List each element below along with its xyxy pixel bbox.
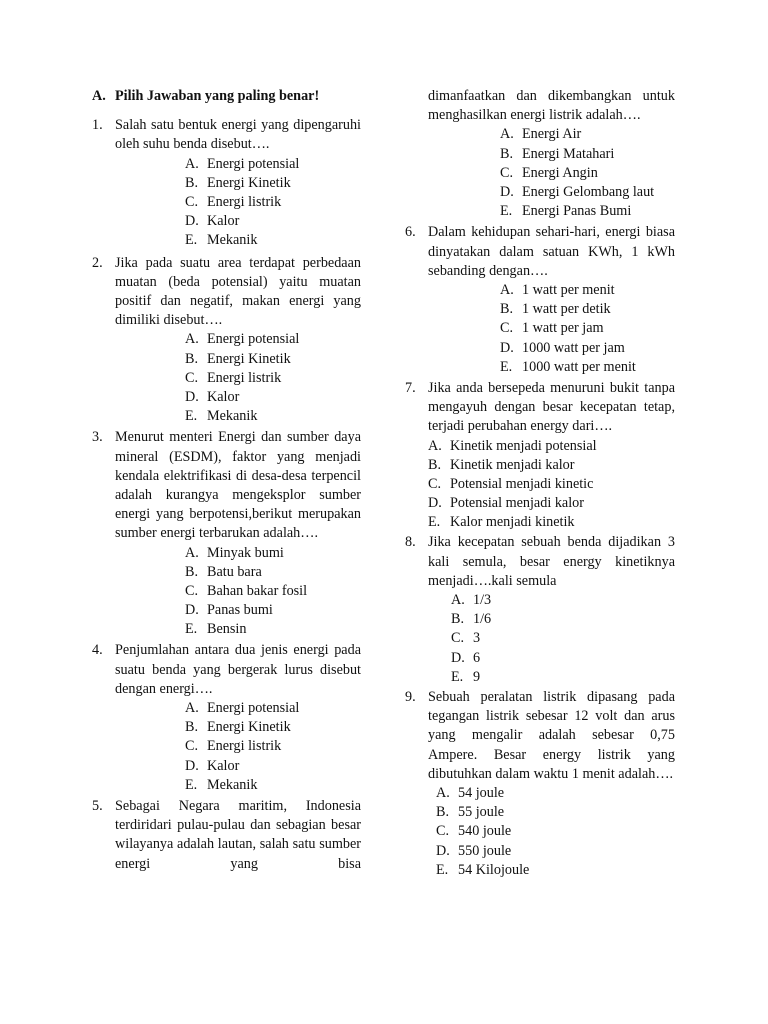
question-text: Jika pada suatu area terdapat perbedaan muatan (beda potensial) yaitu muatan positif dan negatif, makan energi yang dimiliki disebut…. [115, 254, 361, 329]
option-letter: D. [500, 183, 514, 200]
question-text: Sebagai Negara maritim, Indonesia terdiridari pulau-pulau dan sebagian besar wilayanya adalah lautan, salah satu sumber energi yang bisa [115, 798, 361, 872]
question-3 [92, 428, 361, 639]
option-letter: B. [436, 804, 450, 821]
option-letter: E. [500, 358, 513, 375]
option-letter: E. [185, 621, 198, 638]
option-item [451, 629, 675, 648]
option-text: Kalor [207, 213, 240, 230]
option-letter: D. [451, 649, 465, 666]
option-text: Energi potensial [207, 331, 300, 348]
section-heading [92, 87, 361, 106]
option-item [185, 563, 361, 582]
question-5-continuation: dimanfaatkan dan dikembangkan untuk menghasilkan energi listrik adalah…. [428, 88, 675, 124]
question-number: 1. [92, 117, 103, 134]
option-item [436, 842, 675, 861]
option-text: 9 [473, 668, 481, 685]
options-list [428, 437, 675, 533]
option-letter: C. [436, 823, 450, 840]
option-letter: C. [500, 164, 514, 181]
option-item [428, 494, 675, 513]
option-item [500, 202, 675, 221]
option-item [500, 164, 675, 183]
options-list [115, 330, 361, 426]
options-list [428, 784, 675, 880]
option-text: Kalor [207, 388, 240, 405]
option-text: Energi Matahari [522, 145, 615, 162]
option-letter: A. [428, 437, 442, 454]
question-number: 4. [92, 642, 103, 659]
option-text: Energi Kinetik [207, 350, 291, 367]
option-text: Energi potensial [207, 700, 300, 717]
option-item [436, 784, 675, 803]
option-letter: E. [428, 514, 441, 531]
question-number: 6. [405, 224, 416, 241]
option-letter: D. [185, 388, 199, 405]
option-item [436, 861, 675, 880]
options-list [428, 591, 675, 687]
option-letter: C. [185, 582, 199, 599]
question-text: Dalam kehidupan sehari-hari, energi biasa dinyatakan dalam satuan KWh, 1 kWh sebanding dengan…. [428, 224, 675, 279]
option-letter: C. [500, 320, 514, 337]
option-text: 6 [473, 649, 481, 666]
option-letter: E. [185, 776, 198, 793]
option-item [428, 456, 675, 475]
section-title: Pilih Jawaban yang paling benar! [115, 88, 320, 104]
option-text: Bensin [207, 621, 247, 638]
left-column [92, 87, 361, 893]
question-number: 3. [92, 429, 103, 446]
option-text: Batu bara [207, 563, 262, 580]
option-item [185, 737, 361, 756]
option-letter: E. [185, 232, 198, 249]
option-item [500, 319, 675, 338]
option-text: 1 watt per menit [522, 281, 615, 298]
option-item [185, 718, 361, 737]
options-list [428, 281, 675, 377]
option-text: Energi listrik [207, 193, 282, 210]
option-text: 1/6 [473, 611, 492, 628]
option-item [185, 155, 361, 174]
option-item [500, 281, 675, 300]
question-number: 2. [92, 254, 103, 271]
question-text: Jika anda bersepeda menuruni bukit tanpa mengayuh dengan besar kecepatan tetap, terjadi perubahan energy dari…. [428, 379, 675, 435]
option-text: Minyak bumi [207, 544, 284, 561]
option-letter: B. [428, 456, 442, 473]
option-letter: E. [451, 668, 464, 685]
option-item [451, 649, 675, 668]
option-text: Mekanik [207, 408, 258, 425]
question-number: 9. [405, 688, 416, 705]
option-letter: E. [185, 408, 198, 425]
option-item [185, 544, 361, 563]
question-text: Jika kecepatan sebuah benda dijadikan 3 kali semula, besar energy kinetiknya menjadi….kali semula [428, 534, 675, 589]
option-letter: B. [500, 145, 514, 162]
option-text: Kinetik menjadi potensial [450, 437, 597, 454]
option-item [185, 776, 361, 795]
option-text: 1 watt per detik [522, 301, 611, 318]
option-text: Bahan bakar fosil [207, 582, 308, 599]
option-text: 54 Kilojoule [458, 861, 530, 878]
option-text: Energi Kinetik [207, 174, 291, 191]
option-letter: B. [185, 350, 199, 367]
option-item [185, 174, 361, 193]
option-item [185, 699, 361, 718]
option-letter: D. [436, 842, 450, 859]
option-item [185, 757, 361, 776]
option-letter: C. [428, 475, 442, 492]
option-text: 3 [473, 630, 481, 647]
question-text: Salah satu bentuk energi yang dipengaruhi oleh suhu benda disebut…. [115, 117, 361, 153]
option-item [185, 601, 361, 620]
option-text: Kalor menjadi kinetik [450, 514, 575, 531]
option-letter: B. [185, 563, 199, 580]
option-item [428, 437, 675, 456]
option-letter: D. [185, 757, 199, 774]
option-item [451, 610, 675, 629]
question-8 [405, 533, 675, 687]
option-item [451, 591, 675, 610]
option-letter: D. [428, 495, 442, 512]
question-9 [405, 688, 675, 880]
question-number: 7. [405, 379, 416, 396]
option-text: 540 joule [458, 823, 512, 840]
option-text: Potensial menjadi kalor [450, 495, 584, 512]
option-letter: D. [185, 602, 199, 619]
option-item [436, 803, 675, 822]
option-letter: A. [451, 592, 465, 609]
question-continuation [405, 87, 675, 221]
option-text: Kalor [207, 757, 240, 774]
question-number: 8. [405, 534, 416, 551]
option-letter: B. [185, 174, 199, 191]
option-item [185, 369, 361, 388]
option-text: Energi potensial [207, 155, 300, 172]
option-item [185, 582, 361, 601]
option-letter: A. [185, 700, 199, 717]
option-letter: E. [500, 203, 513, 220]
option-item [500, 300, 675, 319]
option-letter: A. [185, 155, 199, 172]
question-5 [92, 797, 361, 893]
option-item [185, 350, 361, 369]
option-item [185, 212, 361, 231]
option-letter: A. [436, 785, 450, 801]
option-item [428, 475, 675, 494]
option-letter: A. [500, 281, 514, 298]
option-letter: C. [451, 630, 465, 647]
option-item [185, 407, 361, 426]
option-letter: B. [451, 611, 465, 628]
option-text: 1 watt per jam [522, 320, 604, 337]
option-letter: E. [436, 861, 449, 878]
question-4 [92, 641, 361, 795]
option-letter: B. [500, 301, 514, 318]
option-item [451, 668, 675, 687]
options-list [115, 699, 361, 795]
option-letter: A. [185, 544, 199, 561]
question-2 [92, 254, 361, 427]
option-text: 1/3 [473, 592, 492, 609]
right-column [405, 87, 675, 880]
question-text: Sebuah peralatan listrik dipasang pada tegangan listrik sebesar 12 volt dan arus yang mengalir adalah sebesar 0,75 Ampere. Besar energy listrik yang dibutuhkan dalam waktu 1 menit adalah…. [428, 688, 675, 782]
option-item [185, 620, 361, 639]
option-text: 1000 watt per jam [522, 339, 625, 356]
option-text: Energi Panas Bumi [522, 203, 632, 220]
option-item [500, 183, 675, 202]
option-text: Energi Gelombang laut [522, 183, 655, 200]
option-letter: B. [185, 719, 199, 736]
option-item [436, 822, 675, 841]
section-letter: A. [92, 88, 106, 104]
option-text: Energi listrik [207, 369, 282, 386]
option-text: Energi Air [522, 126, 582, 143]
question-7 [405, 379, 675, 533]
option-text: Kinetik menjadi kalor [450, 456, 575, 473]
option-text: Panas bumi [207, 602, 273, 619]
option-item [185, 193, 361, 212]
question-6 [405, 223, 675, 377]
option-text: Mekanik [207, 232, 258, 249]
option-text: Mekanik [207, 776, 258, 793]
option-item [500, 339, 675, 358]
option-letter: C. [185, 738, 199, 755]
option-item [428, 513, 675, 532]
option-text: 55 joule [458, 804, 505, 821]
question-1 [92, 116, 361, 250]
option-text: Potensial menjadi kinetic [450, 475, 594, 492]
option-text: 54 joule [458, 785, 505, 801]
option-letter: D. [500, 339, 514, 356]
option-text: Energi listrik [207, 738, 282, 755]
option-item [185, 231, 361, 250]
question-number: 5. [92, 798, 103, 814]
options-list [428, 125, 675, 221]
option-letter: C. [185, 369, 199, 386]
option-text: 550 joule [458, 842, 512, 859]
option-text: Energi Kinetik [207, 719, 291, 736]
option-text: Energi Angin [522, 164, 598, 181]
option-item [185, 330, 361, 349]
option-item [500, 358, 675, 377]
question-text: Penjumlahan antara dua jenis energi pada suatu benda yang bergerak lurus disebut dengan energi…. [115, 642, 361, 697]
options-list [115, 544, 361, 640]
option-letter: A. [500, 126, 514, 143]
option-item [185, 388, 361, 407]
options-list [115, 155, 361, 251]
question-text: Menurut menteri Energi dan sumber daya mineral (ESDM), faktor yang menjadi kendala elektrifikasi di desa-desa terpencil adalah kurangya mengeksplor sumber energi yang berpotensi,berikut merupakan sumber energi terbarukan adalah…. [115, 429, 361, 542]
option-item [500, 125, 675, 144]
option-text: 1000 watt per menit [522, 358, 636, 375]
option-item [500, 145, 675, 164]
option-letter: A. [185, 331, 199, 348]
option-letter: D. [185, 213, 199, 230]
option-letter: C. [185, 193, 199, 210]
